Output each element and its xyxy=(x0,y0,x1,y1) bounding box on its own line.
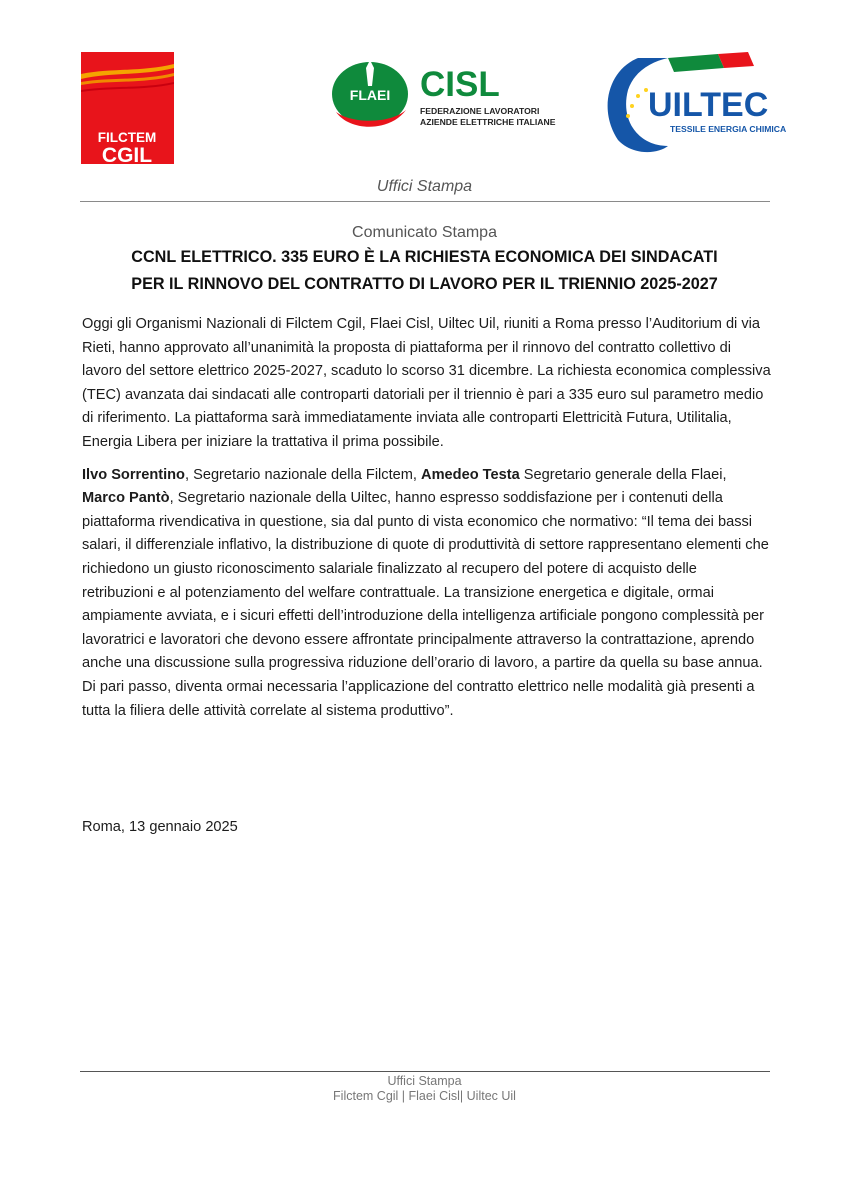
headline-line-2: PER IL RINNOVO DEL CONTRATTO DI LAVORO PER IL TRIENNIO 2025-2027 xyxy=(131,275,718,293)
svg-text:UILTEC: UILTEC xyxy=(648,86,769,124)
paragraph-1: Oggi gli Organismi Nazionali di Filctem Cgil, Flaei Cisl, Uiltec Uil, riuniti a Roma presso l’Auditorium di via Rieti, hanno approvato all’unanimità la proposta di piattaforma per il rinnovo del contratto collettivo di lavoro del settore elettrico 2025-2027, scaduto lo scorso 31 dicembre. La richiesta economica complessiva (TEC) avanzata dai sindacati alle controparti datoriali per il triennio è pari a 335 euro sul parametro medio di riferimento. La piattaforma sarà immediatamente inviata alle controparti Elettricità Futura, Utilitalia, Energia Libera per iniziare la trattativa il prima possibile. xyxy=(82,316,771,450)
person-name: Amedeo Testa xyxy=(421,466,520,483)
svg-text:FILCTEM: FILCTEM xyxy=(97,130,157,145)
svg-text:CGIL: CGIL xyxy=(101,144,153,167)
paragraph-2 xyxy=(82,464,772,724)
footer-line-1: Uffici Stampa xyxy=(387,1074,462,1088)
flaei-cisl-logo xyxy=(330,58,556,138)
header-uffici-stampa: Uffici Stampa xyxy=(376,178,473,195)
person-name: Marco Pantò xyxy=(82,490,170,507)
person-name: Ilvo Sorrentino xyxy=(82,466,185,483)
svg-text:CISL: CISL xyxy=(420,65,500,104)
footer-line-2: Filctem Cgil | Flaei Cisl| Uiltec Uil xyxy=(333,1089,516,1103)
uiltec-logo xyxy=(598,50,787,158)
document-type: Comunicato Stampa xyxy=(352,224,497,241)
footer xyxy=(0,1074,849,1104)
date-line: Roma, 13 gennaio 2025 xyxy=(82,819,238,835)
svg-text:TESSILE ENERGIA CHIMICA: TESSILE ENERGIA CHIMICA xyxy=(670,124,787,134)
svg-text:FLAEI: FLAEI xyxy=(349,87,391,103)
paragraph-2-text: , Segretario nazionale della Uiltec, hanno espresso soddisfazione per i contenuti della piattaforma rivendicativa in questione, sia dal punto di vista economico che normativo: “Il tema dei bassi salari, il differenziale inflativo, la distribuzione di quote di produttività di settore rappresentano elementi che richiedono un giusto riconoscimento salariale finalizzato al recupero del potere di acquisto delle retribuzioni e al potenziamento del welfare contrattuale. La transizione energetica e digitale, ormai ampiamente avviata, e i sicuri effetti dell’introduzione della intelligenza artificiale pongono complessità per lavoratrici e lavoratori che devono essere affrontate principalmente attraverso la contrattazione, aprendo anche una discussione sulla progressiva riduzione dell’orario di lavoro, a partire da quella su base annua. Di pari passo, diventa ormai necessaria l’applicazione del contratto elettrico nelle modalità già presenti a tutta la filiera delle attività correlate al sistema produttivo”. xyxy=(82,490,769,719)
paragraph-2-text: Segretario generale della Flaei, xyxy=(519,466,727,483)
headline xyxy=(60,244,789,298)
headline-line-1: CCNL ELETTRICO. 335 EURO È LA RICHIESTA ECONOMICA DEI SINDACATI xyxy=(131,248,718,266)
footer-divider xyxy=(80,1071,770,1072)
header-divider xyxy=(80,201,770,202)
filctem-cgil-logo xyxy=(81,52,174,167)
svg-text:AZIENDE ELETTRICHE ITALIANE: AZIENDE ELETTRICHE ITALIANE xyxy=(420,117,556,127)
paragraph-2-text: , Segretario nazionale della Filctem, xyxy=(184,466,422,483)
body-text xyxy=(82,313,772,732)
svg-text:FEDERAZIONE LAVORATORI: FEDERAZIONE LAVORATORI xyxy=(420,106,540,116)
